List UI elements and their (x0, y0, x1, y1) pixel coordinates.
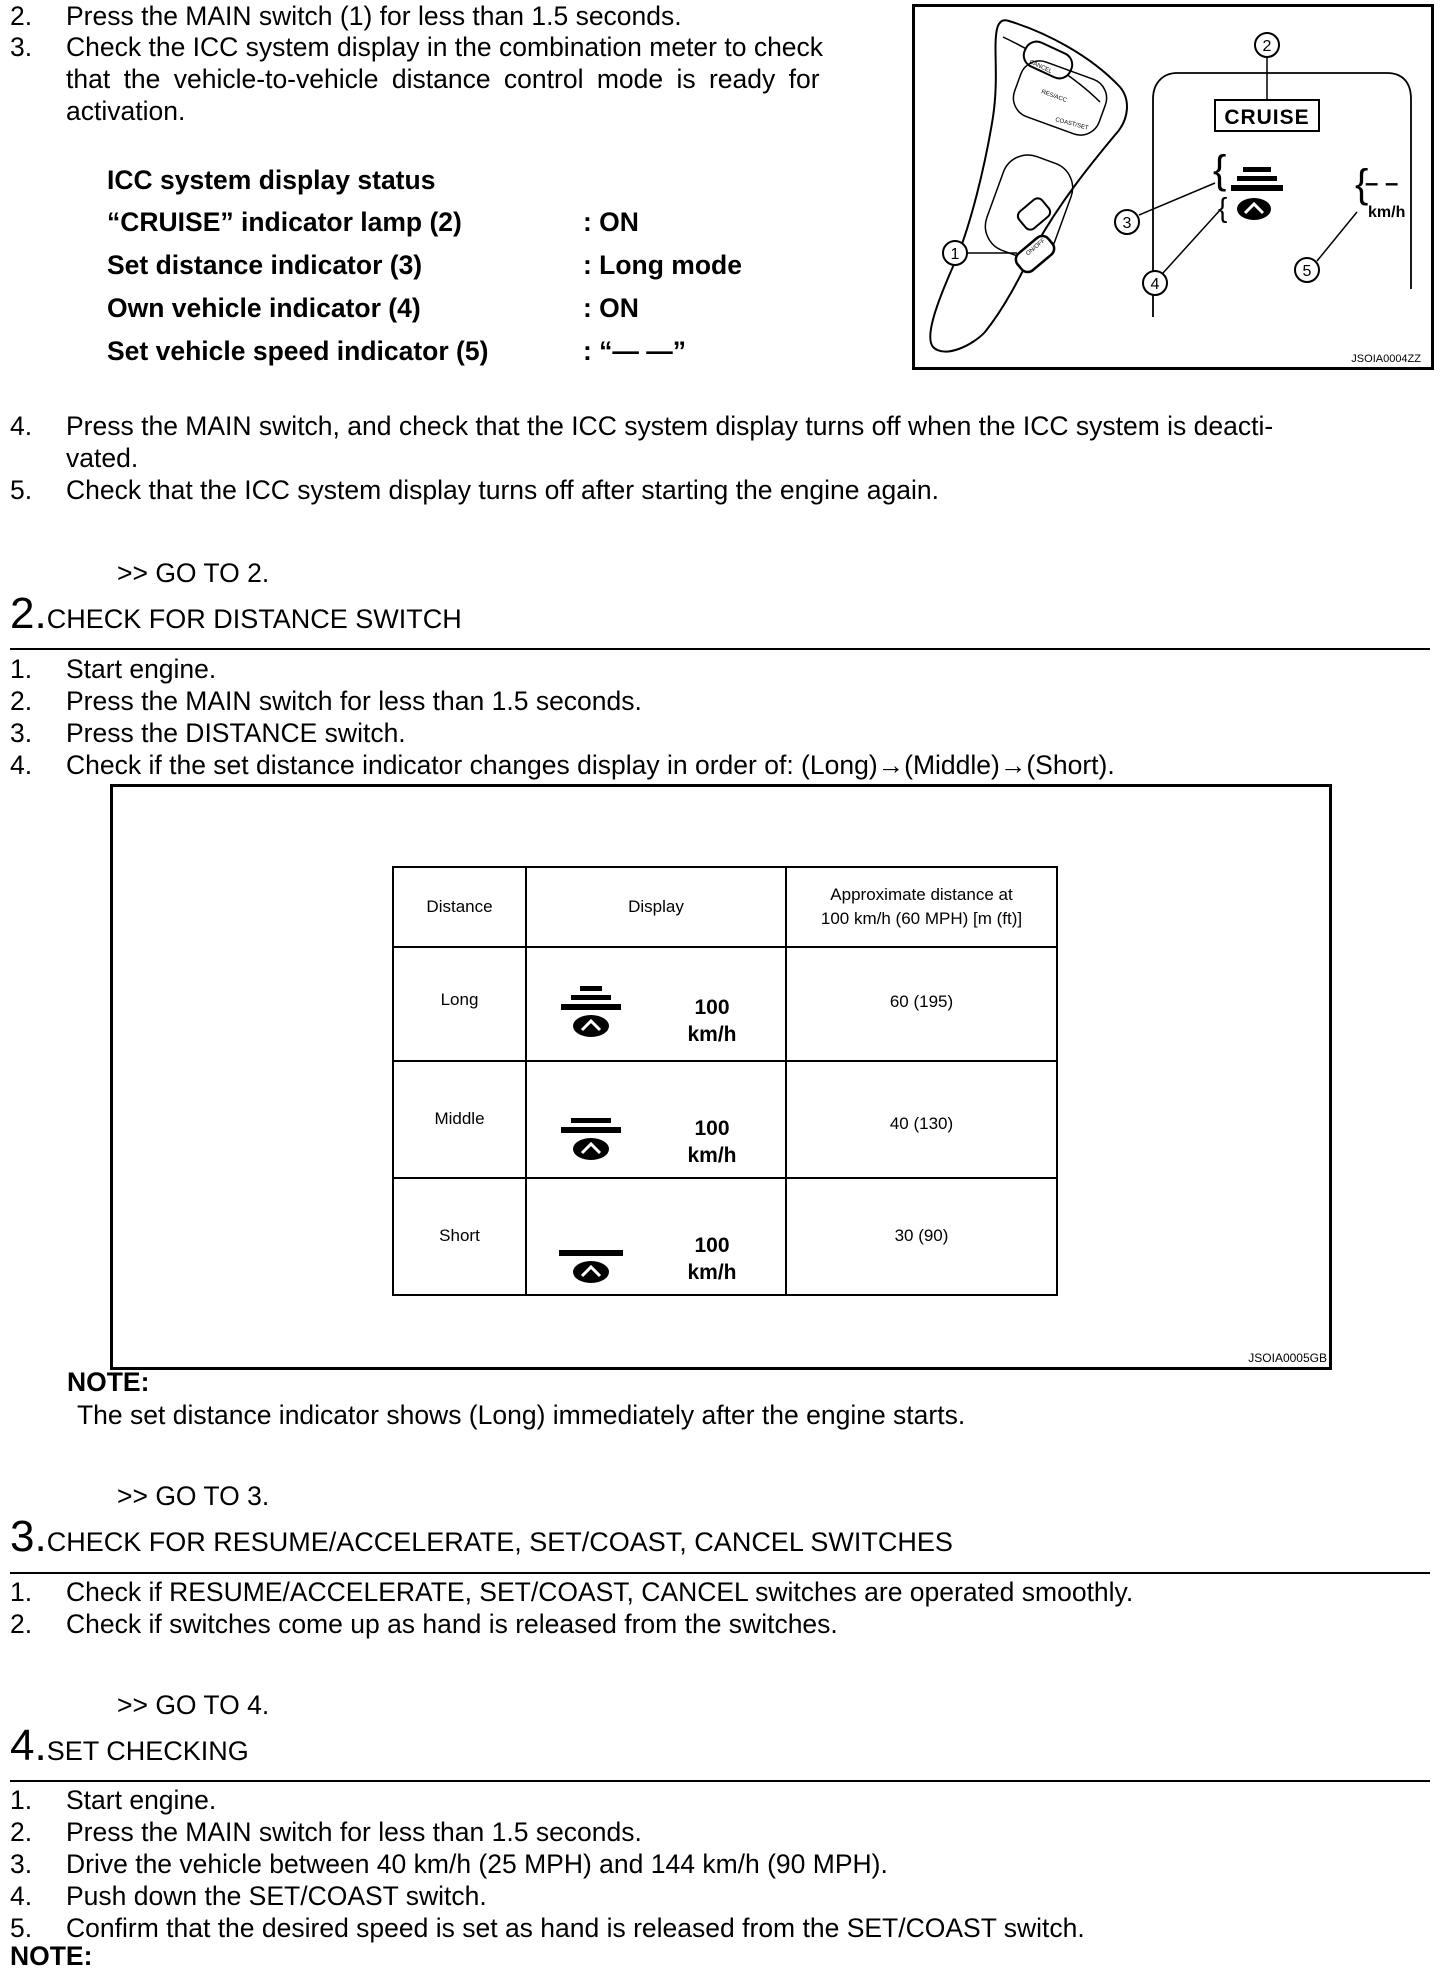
step-number: 1. (10, 1785, 33, 1815)
step-text: Press the MAIN switch for less than 1.5 seconds. (66, 1817, 642, 1847)
display-speed: 100 (694, 1234, 730, 1257)
callout-1: 1 (950, 246, 960, 263)
table-row (393, 947, 1057, 1061)
table-row (393, 1178, 1057, 1295)
row-approx: 40 (130) (786, 1061, 1057, 1178)
table-row (393, 1061, 1057, 1178)
step-text: Press the MAIN switch for less than 1.5 seconds. (66, 686, 642, 716)
figure-icc-display (912, 4, 1434, 370)
set-distance-long-icon (555, 982, 635, 1062)
step-text: Check that the ICC system display turns off after starting the engine again. (66, 475, 939, 505)
section-divider (10, 1572, 1430, 1574)
goto-3: >> GO TO 3. (117, 1481, 270, 1511)
step-number: 3. (10, 32, 33, 62)
table-header-row (393, 867, 1057, 947)
section-title: SET CHECKING (46, 1736, 249, 1766)
header-approx-line-1: Approximate distance at (830, 885, 1013, 904)
status-heading: ICC system display status (107, 165, 436, 195)
note-text: The set distance indicator shows (Long) immediately after the engine starts. (77, 1400, 966, 1430)
status-value: : “— —” (583, 336, 687, 366)
svg-text:4: 4 (1150, 276, 1160, 293)
step-text: Confirm that the desired speed is set as hand is released from the SET/COAST switch. (66, 1913, 1085, 1943)
step-number: 2. (10, 1609, 33, 1639)
step-text-line-1: Check the ICC system display in the combination meter to check (66, 32, 824, 62)
row-distance: Long (393, 947, 526, 1061)
step-number: 5. (10, 475, 33, 505)
step-text: Drive the vehicle between 40 km/h (25 MPH) and 144 km/h (90 MPH). (66, 1849, 888, 1879)
step-text: Check if switches come up as hand is released from the switches. (66, 1609, 838, 1639)
section-number: 3. (10, 1512, 47, 1561)
speed-unit: km/h (1368, 204, 1406, 221)
row-distance: Short (393, 1178, 526, 1295)
row-distance: Middle (393, 1061, 526, 1178)
step-number: 4. (10, 411, 33, 441)
step-number: 3. (10, 718, 33, 748)
step-text: Push down the SET/COAST switch. (66, 1881, 487, 1911)
row-display (526, 947, 786, 1061)
section-title: CHECK FOR DISTANCE SWITCH (46, 604, 462, 634)
status-row-set-distance (107, 249, 742, 281)
step-text: Press the MAIN switch (1) for less than 1.5 seconds. (66, 1, 682, 31)
svg-text:{: { (1218, 192, 1228, 223)
section-divider (10, 648, 1430, 650)
step-number: 1. (10, 1577, 33, 1607)
header-approx (786, 867, 1057, 947)
status-row-set-speed (107, 335, 687, 367)
step-number: 1. (10, 654, 33, 684)
display-unit: km/h (687, 1023, 737, 1046)
on-off-label: ON/OFF (1025, 237, 1047, 258)
status-label: Set vehicle speed indicator (5) (107, 336, 489, 366)
section-divider (10, 1780, 1430, 1782)
section-number: 2. (10, 589, 47, 638)
cruise-indicator-label: CRUISE (1224, 106, 1310, 129)
figure-id: JSOIA0005GB (1248, 1351, 1327, 1365)
step-number: 5. (10, 1913, 33, 1943)
section-3-heading (10, 1512, 953, 1561)
row-display (526, 1061, 786, 1178)
status-label: “CRUISE” indicator lamp (2) (107, 207, 462, 237)
goto-4: >> GO TO 4. (117, 1690, 270, 1720)
status-row-own-vehicle (107, 292, 639, 324)
svg-text:2: 2 (1262, 38, 1272, 55)
step-text: Press the DISTANCE switch. (66, 718, 406, 748)
status-value: : ON (583, 207, 639, 237)
status-value: : ON (583, 293, 639, 323)
header-approx-line-2: 100 km/h (60 MPH) [m (ft)] (820, 909, 1023, 928)
display-speed: 100 (694, 1117, 730, 1140)
step-number: 2. (10, 1, 33, 31)
step-number: 3. (10, 1849, 33, 1879)
step-text: Check if RESUME/ACCELERATE, SET/COAST, CANCEL switches are operated smoothly. (66, 1577, 1134, 1607)
note-label: NOTE: (67, 1367, 150, 1397)
display-speed: 100 (694, 996, 730, 1019)
status-row-cruise (107, 206, 639, 238)
coast-set-label: COAST/SET (1054, 117, 1089, 132)
cancel-label: CANCEL (1028, 59, 1053, 76)
section-2-heading (10, 589, 462, 638)
step-text: Check if the set distance indicator changes display in order of: (Long)→(Middle)→(Short). (66, 750, 1115, 780)
goto-2: >> GO TO 2. (117, 558, 270, 588)
svg-text:{: { (1213, 148, 1227, 192)
section-title: CHECK FOR RESUME/ACCELERATE, SET/COAST, CANCEL SWITCHES (46, 1527, 953, 1557)
step-number: 4. (10, 1881, 33, 1911)
status-label: Own vehicle indicator (4) (107, 293, 421, 323)
note-label: NOTE: (10, 1941, 93, 1971)
section-4-heading (10, 1721, 249, 1770)
step-number: 2. (10, 1817, 33, 1847)
step-text-line-2: that the vehicle-to-vehicle distance control mode is ready for (66, 64, 820, 94)
row-display (526, 1178, 786, 1295)
row-approx: 60 (195) (786, 947, 1057, 1061)
svg-text:3: 3 (1122, 215, 1132, 232)
figure-id: JSOIA0004ZZ (1351, 353, 1421, 365)
header-distance: Distance (393, 867, 526, 947)
status-value: : Long mode (583, 250, 742, 280)
display-unit: km/h (687, 1144, 737, 1167)
set-distance-short-icon (555, 1249, 635, 1329)
step-text-continued: vated. (66, 443, 139, 473)
svg-text:5: 5 (1302, 263, 1312, 280)
step-number: 2. (10, 686, 33, 716)
res-acc-label: RES/ACC (1040, 89, 1068, 105)
svg-text:{: { (1355, 162, 1369, 206)
step-text-line-3: activation. (66, 96, 186, 126)
display-unit: km/h (687, 1261, 737, 1284)
steering-meter-illustration (915, 7, 1431, 367)
step-number: 4. (10, 750, 33, 780)
step-text: Start engine. (66, 1785, 217, 1815)
header-display: Display (526, 867, 786, 947)
speed-dashes: – – (1365, 170, 1399, 197)
distance-table (392, 866, 1058, 1296)
section-number: 4. (10, 1721, 47, 1770)
step-text: Press the MAIN switch, and check that the ICC system display turns off when the ICC system is deacti- (66, 411, 1274, 441)
figure-distance-table (110, 784, 1332, 1370)
status-label: Set distance indicator (3) (107, 250, 423, 280)
row-approx: 30 (90) (786, 1178, 1057, 1295)
step-text: Start engine. (66, 654, 217, 684)
